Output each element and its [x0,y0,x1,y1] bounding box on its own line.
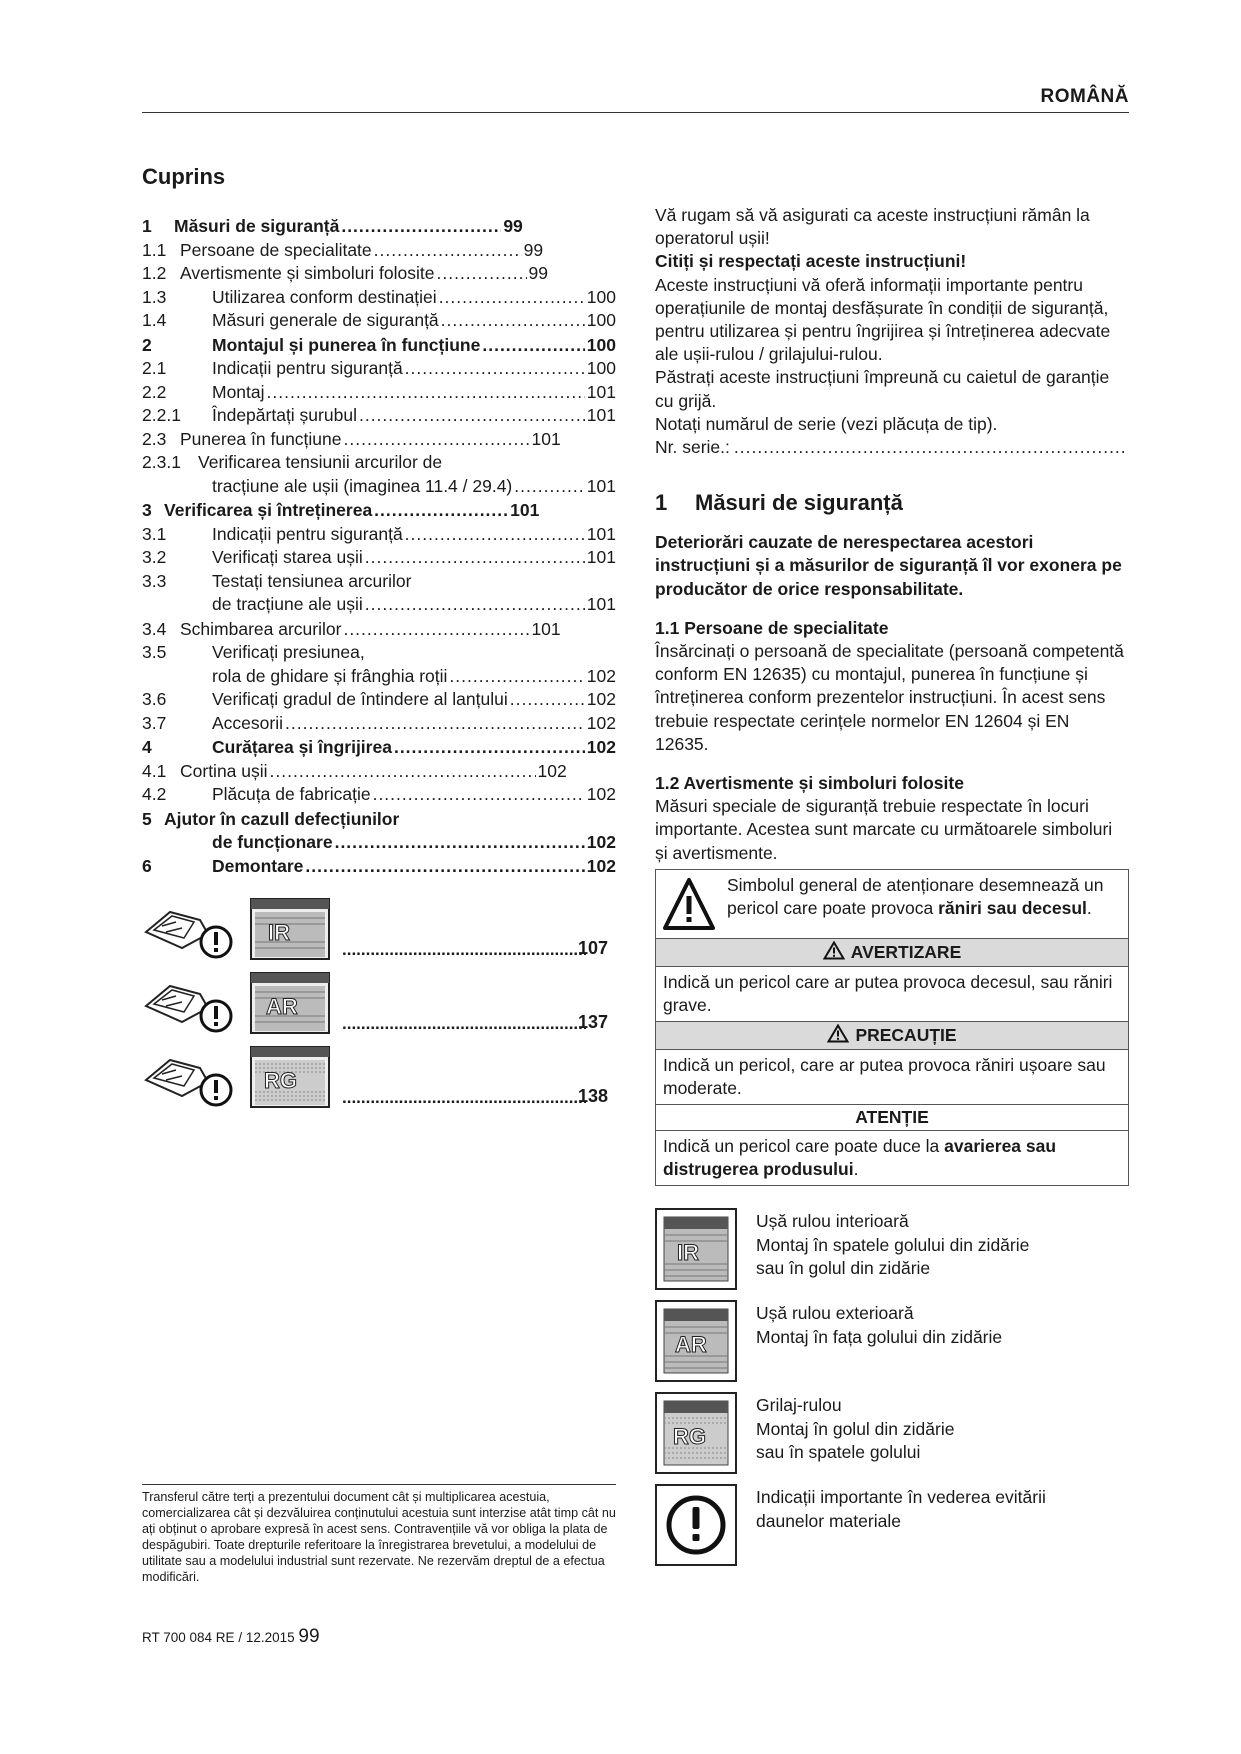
legend-item-rg [655,1392,1129,1476]
warning-description: Indică un pericol care ar putea provoca decesul, sau răniri grave. [656,966,1129,1021]
legend-item-ir [655,1208,1129,1292]
toc-text: Accesorii [212,712,283,733]
toc-entry[interactable] [142,736,616,760]
toc-number: 3.3 [142,570,167,591]
table-of-contents [142,215,616,878]
product-page: 137 [577,1012,608,1032]
legend-line: Montaj în fața golului din zidărie [756,1326,1003,1347]
toc-page: 101 [586,381,616,402]
subsection-text: Însărcinați o persoană de specialitate (persoană competentă conform EN 12635) cu montajul, punerea în funcțiune și întreținerea conform prezentelor instrucțiuni. În acest sens trebuie respectate cerințele normelor EN 12604 și EN 12635. [655,641,1124,754]
toc-number: 2.1 [142,358,167,378]
toc-number: 4.1 [142,760,167,781]
toc-text: Montaj [212,381,265,402]
toc-page: 102 [586,737,616,757]
toc-page: 101 [586,475,616,496]
toc-text: Schimbarea arcurilor [180,618,342,639]
toc-number: 3.7 [142,712,167,733]
toc-number: 3.5 [142,642,167,662]
toc-number: 1 [142,216,152,236]
toc-number: 2.2.1 [142,405,181,425]
product-toc-ir[interactable] [142,898,616,960]
toc-entry[interactable] [142,286,616,310]
toc-title: Cuprins [142,164,226,189]
notice-header: ATENȚIE [656,1104,1129,1130]
caution-description: Indică un pericol, care ar putea provoca răniri ușoare sau moderate. [656,1049,1129,1104]
toc-number: 1.2 [142,263,167,283]
toc-page: 99 [528,263,548,283]
toc-text: Utilizarea conform destinației [212,286,437,307]
toc-entry[interactable] [142,451,616,475]
svg-text:RG: RG [673,1424,706,1449]
toc-number: 3.6 [142,689,167,709]
caution-small-icon [827,1024,849,1043]
warning-header: AVERTIZARE [656,938,1129,966]
toc-entry[interactable] [142,357,616,381]
caution-header: PRECAUȚIE [656,1021,1129,1049]
toc-number: 4.2 [142,784,167,804]
toc-number: 4 [142,737,152,757]
toc-text: Verificarea și întreținerea [164,500,373,520]
legend-title: Ușă rulou interioară [756,1211,909,1231]
toc-page: 101 [531,428,561,449]
legend-line: sau în golul din zidărie [756,1258,931,1278]
toc-entry[interactable] [142,428,616,452]
legend-item-material-damage [655,1484,1129,1568]
toc-number: 2.3.1 [142,452,181,472]
toc-entry[interactable] [142,641,616,665]
toc-text: Punerea în funcțiune [180,428,342,449]
toc-entry[interactable] [142,712,616,736]
intro-paragraph: Notați numărul de serie (vezi plăcuța de tip). [655,413,998,434]
toc-page: 100 [586,358,616,378]
svg-text:RG: RG [264,1068,297,1093]
toc-page: 101 [510,500,540,520]
toc-entry[interactable] [142,381,616,405]
toc-entry[interactable] [142,570,616,594]
toc-text: Îndepărtați șurubul [212,405,357,425]
door-ir-icon [655,1208,737,1290]
toc-text: de tracțiune ale ușii [212,594,363,614]
toc-entry[interactable] [142,404,616,428]
toc-page: 102 [586,832,616,852]
language-label: ROMÂNĂ [1040,86,1129,107]
toc-text: Măsuri de siguranță [174,216,340,236]
section-title: Măsuri de siguranță [695,490,903,516]
legend-line: sau în spatele golului [756,1442,921,1462]
toc-entry[interactable] [142,855,616,879]
toc-text: Cortina ușii [180,760,268,781]
toc-entry[interactable] [142,499,616,523]
toc-text: Verificarea tensiunii arcurilor de [198,452,443,472]
toc-entry[interactable] [142,334,616,358]
door-rg-icon [250,1046,330,1108]
toc-number: 3.4 [142,618,167,639]
toc-entry[interactable] [142,523,616,547]
toc-page: 101 [531,618,561,639]
toc-text: Verificați gradul de întindere al lanțului [212,689,508,709]
toc-entry[interactable] [142,239,616,263]
toc-text: Demontare [212,855,304,876]
toc-number: 2 [142,334,152,355]
toc-entry[interactable] [142,475,616,499]
toc-text: Plăcuța de fabricație [212,784,371,804]
subsection-title: 1.2 Avertismente și simboluri folosite [655,773,964,794]
subsection-text: Măsuri speciale de siguranță trebuie respectate în locuri importante. Acestea sunt marcate cu următoarele simboluri și avertismente. [655,796,1113,863]
toc-text: Verificați presiunea, [212,642,365,662]
toc-page: 102 [537,760,567,781]
toc-page: 99 [503,216,523,236]
svg-text:AR: AR [675,1332,707,1357]
legend-title: Indicații importante în vederea evitării [756,1487,1046,1507]
toc-text: tracțiune ale ușii (imaginea 11.4 / 29.4) [212,475,513,496]
toc-page: 102 [586,712,616,733]
toc-number: 2.2 [142,381,167,402]
warning-triangle-icon [663,876,715,934]
toc-number: 3 [142,500,152,520]
toc-page: 100 [586,286,616,307]
footer-divider [142,1484,616,1485]
intro-paragraph: Vă rugam să vă asigurati ca aceste instrucțiuni rămân la operatorul ușii! [655,205,1090,249]
toc-text: Persoane de specialitate [180,239,372,260]
product-page: 138 [577,1086,608,1106]
toc-page: 101 [586,547,616,567]
product-toc-rg[interactable] [142,1046,616,1108]
toc-entry[interactable] [142,546,616,570]
toc-text: Măsuri generale de siguranță [212,310,439,330]
toc-entry[interactable] [142,262,616,286]
exclamation-circle-icon [655,1484,737,1566]
toc-number: 5 [142,808,152,829]
toc-text: Indicații pentru siguranță [212,358,403,378]
document-number: RT 700 084 RE / 12.2015 99 [142,1626,320,1647]
toc-text: Indicații pentru siguranță [212,523,403,544]
disclaimer: Deteriorări cauzate de nerespectarea acestori instrucțiuni și a măsurilor de siguranță îl vor exonera pe producător de orice responsabilitate. [655,532,1122,599]
toc-text: rola de ghidare și frânghia roții [212,665,448,686]
door-ir-icon [250,898,330,960]
legend-line: daunelor materiale [756,1510,901,1531]
intro-paragraph: Păstrați aceste instrucțiuni împreună cu caietul de garanție cu grijă. [655,367,1110,411]
toc-entry[interactable] [142,618,616,642]
warning-symbols-table [655,869,1129,1186]
toc-page: 101 [586,523,616,544]
toc-page: 102 [586,689,616,709]
toc-page: 100 [586,310,616,330]
intro-emphasis: Citiți și respectați aceste instrucțiuni! [655,251,967,272]
toc-number: 2.3 [142,428,167,449]
toc-text: Testați tensiunea arcurilor [212,570,412,591]
product-toc-ar[interactable] [142,972,616,1034]
door-ar-icon [250,972,330,1034]
toc-number: 1.4 [142,310,167,330]
svg-text:AR: AR [266,994,298,1019]
toc-entry[interactable] [142,808,616,832]
toc-page: 101 [586,594,616,614]
toc-entry[interactable] [142,309,616,333]
toc-entry[interactable] [142,783,616,807]
notice-description: Indică un pericol care poate duce la avarierea sau distrugerea produsului. [656,1130,1129,1185]
manual-warning-icon [142,898,236,960]
toc-entry[interactable] [142,760,616,784]
manual-warning-icon [142,972,236,1034]
toc-number: 1.3 [142,286,167,307]
toc-entry[interactable] [142,665,616,689]
intro-paragraph: Aceste instrucțiuni vă oferă informații importante pentru operațiunile de montaj desfășurate în condiții de siguranță, pentru utilizarea și pentru îngrijirea și întreținerea adecvate ale ușii-rulou / grilajului-rulou. [655,274,1111,365]
header-divider [142,112,1129,113]
manual-warning-icon [142,1046,236,1108]
toc-text: Ajutor în cazull defecțiunilor [164,808,400,829]
toc-entry[interactable] [142,831,616,855]
svg-text:IR: IR [677,1240,699,1265]
right-column [655,204,1125,1186]
general-warning-cell: Simbolul general de atenționare desemnează un pericol care poate provoca răniri sau decesul. [656,869,1129,938]
toc-number: 3.2 [142,547,167,567]
section-heading: 1 Măsuri de siguranță [655,490,903,516]
toc-number: 1.1 [142,239,167,260]
toc-entry[interactable] [142,688,616,712]
legal-notice: Transferul către terți a prezentului document cât și multiplicarea acestuia, comercializarea cât și dezvăluirea conținutului acestuia sunt interzise atât timp cât nu ați obținut o aprobare expresă în acest sens. Contravențiile vă vor obliga la plata de despăgubiri. Toate drepturile referitoare la înregistrarea brevetului, a modelului de utilitate sau a modelului industrial sunt rezervate. Ne rezervăm dreptul de a efectua modificări. [142,1490,616,1584]
toc-text: Curățarea și îngrijirea [212,737,392,757]
product-page: 107 [577,938,608,958]
toc-entry[interactable] [142,593,616,617]
serial-number-line [655,436,1125,459]
svg-text:IR: IR [268,920,290,945]
page-number: 99 [298,1626,320,1647]
toc-text: Avertismente și simboluri folosite [180,263,435,283]
toc-page: 100 [586,334,616,355]
toc-page: 102 [586,665,616,686]
toc-page: 102 [586,855,616,876]
legend-line: Montaj în golul din zidărie [756,1418,955,1439]
legend-line: Montaj în spatele golului din zidărie [756,1234,1030,1255]
toc-page: 99 [523,239,544,260]
legend-title: Ușă rulou exterioară [756,1303,914,1323]
toc-text: de funcționare [212,832,333,852]
door-rg-icon [655,1392,737,1474]
legend-item-ar [655,1300,1129,1384]
serial-label: Nr. serie.: [655,437,730,458]
toc-number: 6 [142,855,152,876]
toc-entry[interactable] [142,215,616,239]
subsection-title: 1.1 Persoane de specialitate [655,617,889,638]
legend-title: Grilaj-rulou [756,1395,842,1415]
toc-page: 101 [586,405,616,425]
toc-page: 102 [586,784,616,804]
warning-small-icon [823,941,845,960]
toc-text: Verificați starea ușii [212,547,363,567]
toc-text: Montajul și punerea în funcțiune [212,334,481,355]
door-ar-icon [655,1300,737,1382]
toc-number: 3.1 [142,523,167,544]
